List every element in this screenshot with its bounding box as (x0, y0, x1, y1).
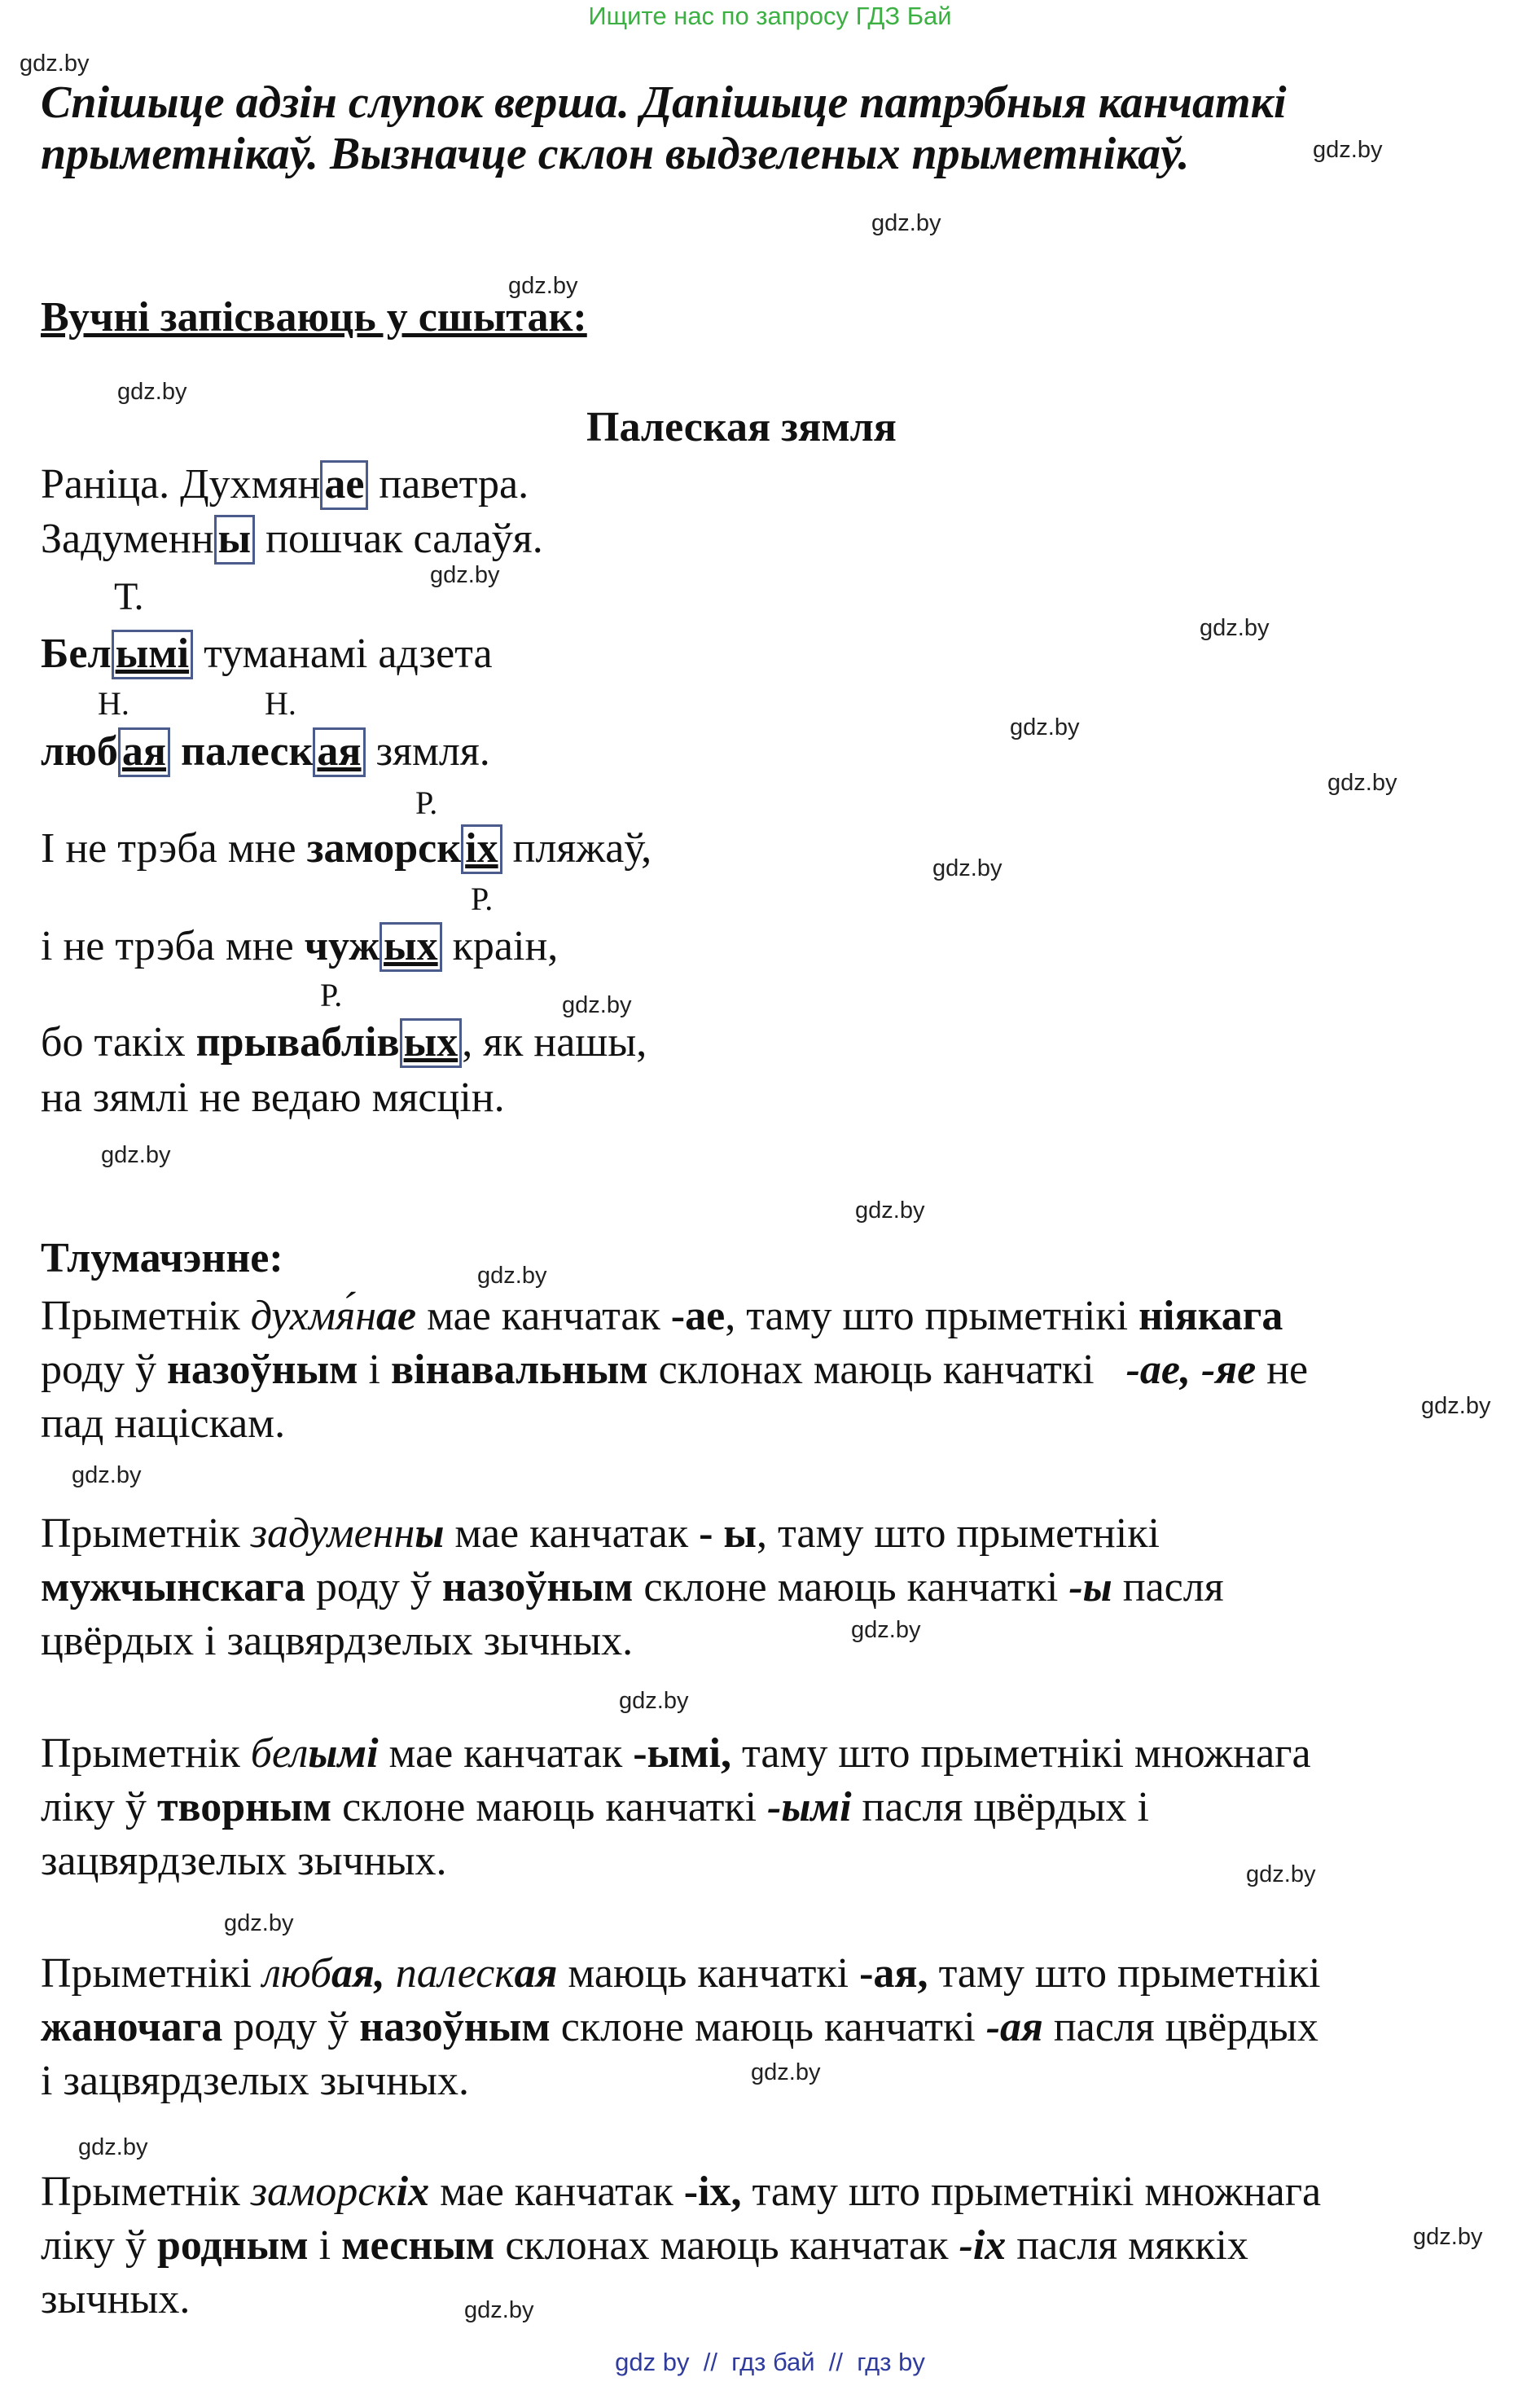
poem-text: краін, (441, 923, 559, 969)
explanation-heading: Тлумачэнне: (41, 1235, 283, 1281)
watermark: gdz.by (430, 562, 500, 588)
poem-text: бо такіх (41, 1019, 196, 1066)
watermark: gdz.by (851, 1617, 921, 1643)
explanation-paragraph-1 (41, 1290, 1498, 1451)
top-search-link[interactable]: Ищите нас по запросу ГДЗ Бай (588, 2, 952, 30)
watermark: gdz.by (1246, 1861, 1316, 1887)
ending-box: ае (320, 460, 368, 510)
paragraph-line: цвёрдых і зацвярдзелых зычных. (41, 1618, 634, 1664)
case-mark: Р. (471, 881, 494, 917)
task-line-1: Спішыце адзін слупок верша. Дапішыце патрэбныя канчаткі (41, 77, 1287, 128)
ending-box: ая (313, 727, 365, 777)
paragraph-line: роду ў назоўным і вінавальным склонах маюць канчаткі -ае, -яе не (41, 1347, 1309, 1393)
poem-text: і не трэба мне (41, 923, 305, 969)
watermark: gdz.by (619, 1688, 689, 1714)
watermark: gdz.by (508, 273, 578, 299)
watermark: gdz.by (871, 210, 941, 236)
poem-text: паветра. (368, 461, 529, 508)
poem-line-5 (41, 824, 652, 874)
watermark: gdz.by (1413, 2224, 1483, 2250)
poem-line-7 (41, 1018, 647, 1068)
poem-line-6 (41, 922, 558, 972)
footer-links[interactable]: gdz by // гдз бай // гдз by (615, 2348, 925, 2376)
paragraph-line: Прыметнік заморскіх мае канчатак -іх, таму што прыметнікі множнага (41, 2168, 1322, 2215)
paragraph-line: ліку ў творным склоне маюць канчаткі -ымі пасля цвёрдых і (41, 1784, 1149, 1830)
poem-text: зямля. (365, 728, 490, 775)
watermark: gdz.by (1200, 615, 1270, 641)
watermark: gdz.by (855, 1197, 925, 1224)
explanation-paragraph-4 (41, 1947, 1498, 2108)
poem-text: пошчак салаўя. (255, 516, 543, 562)
paragraph-line: Прыметнік белымі мае канчатак -ымі, таму што прыметнікі множнага (41, 1730, 1311, 1777)
poem-text: палеск (170, 728, 314, 775)
poem-text: люб (41, 728, 118, 775)
poem-line-4 (41, 727, 490, 777)
ending-box: іх (461, 824, 502, 874)
poem-text: прываблів (195, 1019, 400, 1066)
watermark: gdz.by (1010, 714, 1080, 740)
case-mark: Р. (415, 784, 438, 821)
explanation-paragraph-5 (41, 2165, 1498, 2327)
case-mark: Р. (320, 977, 343, 1013)
task-line-2: прыметнікаў. Вызначце склон выдзеленых прыметнікаў. (41, 129, 1190, 179)
poem-text: чуж (304, 923, 380, 969)
ending-box: ымі (112, 630, 193, 679)
ending-box: ая (118, 727, 170, 777)
case-mark: Н. (98, 685, 129, 722)
watermark: gdz.by (1327, 770, 1397, 796)
paragraph-line: Прыметнік задуменны мае канчатак - ы, таму што прыметнікі (41, 1510, 1160, 1557)
watermark: gdz.by (464, 2297, 534, 2323)
poem-line-1 (41, 460, 529, 510)
paragraph-line: зычных. (41, 2276, 191, 2322)
poem-text: Раніца. Духмян (41, 461, 321, 508)
watermark: gdz.by (72, 1462, 142, 1488)
watermark: gdz.by (1313, 137, 1383, 163)
explanation-paragraph-3 (41, 1727, 1498, 1888)
case-mark: Н. (265, 685, 296, 722)
watermark: gdz.by (101, 1142, 171, 1168)
poem-text: заморск (306, 825, 462, 872)
case-mark: Т. (114, 575, 144, 618)
paragraph-line: і зацвярдзелых зычных. (41, 2058, 469, 2104)
poem-text: , як нашы, (462, 1019, 647, 1066)
poem-text: Задуменн (41, 516, 214, 562)
poem-line-2 (41, 515, 543, 565)
poem-line-3 (41, 630, 493, 679)
poem-text: пляжаў, (502, 825, 652, 872)
poem-line-8: на зямлі не ведаю мясцін. (41, 1074, 505, 1121)
watermark: gdz.by (562, 992, 632, 1018)
section-heading: Вучні запісваюць у сшытак: (41, 294, 587, 341)
paragraph-line: ліку ў родным і месным склонах маюць канчатак -іх пасля мяккіх (41, 2222, 1248, 2269)
poem-text: туманамі адзета (193, 631, 493, 677)
watermark: gdz.by (477, 1263, 547, 1289)
paragraph-line: пад націскам. (41, 1400, 286, 1447)
explanation-paragraph-2 (41, 1507, 1498, 1668)
ending-box: ых (400, 1018, 463, 1068)
ending-box: ых (380, 922, 442, 972)
ending-box: ы (214, 515, 256, 565)
watermark: gdz.by (224, 1910, 294, 1936)
watermark: gdz.by (117, 379, 187, 405)
watermark: gdz.by (1421, 1393, 1491, 1419)
watermark: gdz.by (751, 2059, 821, 2085)
watermark: gdz.by (932, 855, 1003, 881)
poem-title: Палеская зямля (586, 404, 897, 450)
poem-text: І не трэба мне (41, 825, 307, 872)
watermark: gdz.by (20, 51, 90, 77)
paragraph-line: мужчынскага роду ў назоўным склоне маюць канчаткі -ы пасля (41, 1564, 1224, 1610)
paragraph-line: Прыметнікі любая, палеская маюць канчаткі -ая, таму што прыметнікі (41, 1950, 1321, 1997)
paragraph-line: зацвярдзелых зычных. (41, 1838, 447, 1884)
paragraph-line: Прыметнік духмя́нае мае канчатак -ае, таму што прыметнікі ніякага (41, 1293, 1283, 1339)
paragraph-line: жаночага роду ў назоўным склоне маюць канчаткі -ая пасля цвёрдых (41, 2004, 1318, 2050)
watermark: gdz.by (78, 2134, 148, 2160)
poem-text: Бел (41, 631, 112, 677)
